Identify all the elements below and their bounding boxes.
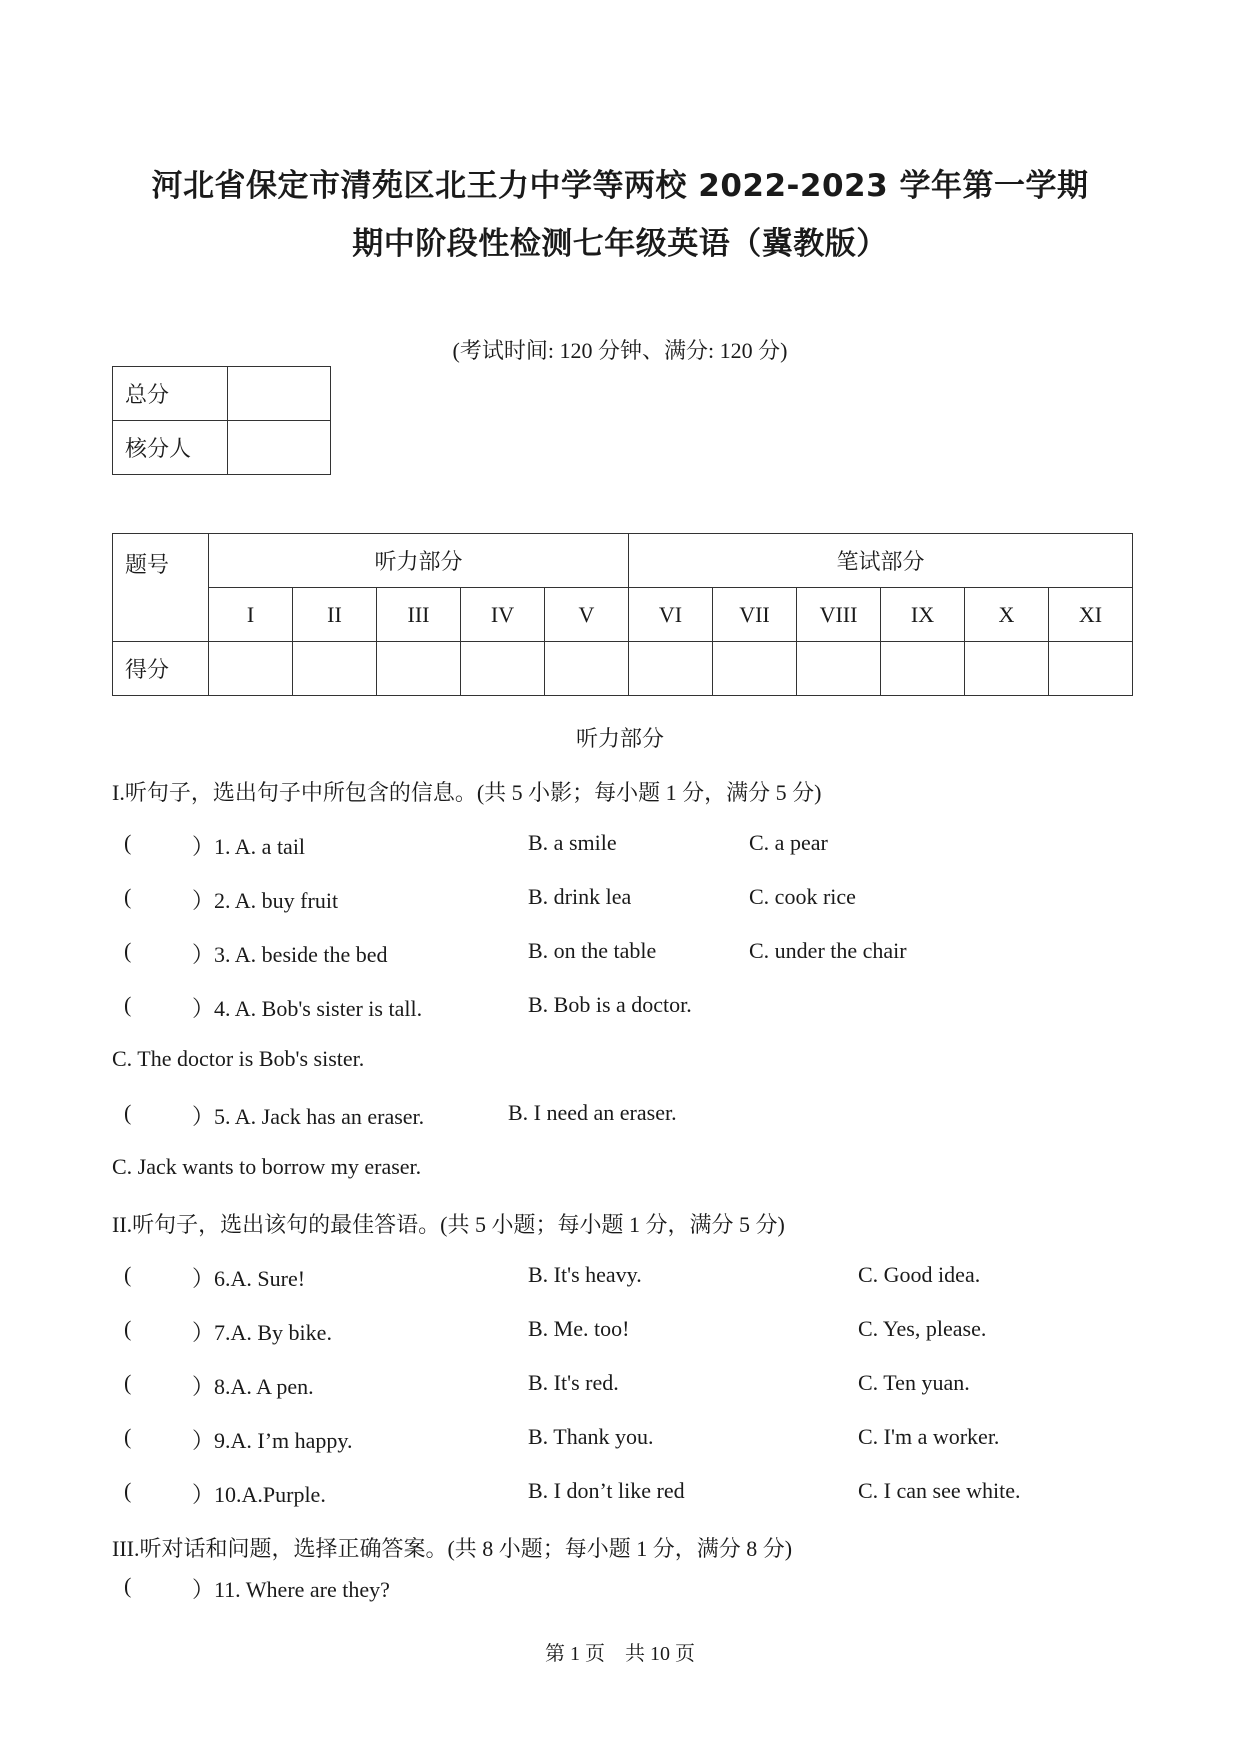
q11-question: ）11. Where are they? [192,1577,390,1602]
q9-option-b: B. Thank you. [528,1424,654,1449]
score-cell[interactable] [713,642,797,696]
q4-option-b: B. Bob is a doctor. [528,992,692,1017]
score-cell[interactable] [545,642,629,696]
column-header: IX [881,588,965,642]
q8-option-c: C. Ten yuan. [858,1370,970,1395]
section-score-grid [112,533,1133,696]
answer-paren[interactable]: ( [124,938,132,963]
answer-paren[interactable]: ( [124,1100,132,1125]
q5-option-c: C. Jack wants to borrow my eraser. [112,1154,422,1179]
column-header: III [377,588,461,642]
score-cell[interactable] [461,642,545,696]
answer-paren[interactable]: ( [124,1262,132,1287]
checker-label: 核分人 [113,421,228,475]
q10-option-b: B. I don’t like red [528,1478,685,1503]
q4-option-c: C. The doctor is Bob's sister. [112,1046,365,1071]
score-row-label: 得分 [113,642,209,696]
score-cell[interactable] [797,642,881,696]
q10-option-c: C. I can see white. [858,1478,1021,1503]
q6-option-b: B. It's heavy. [528,1262,642,1287]
q6-option-a: ）6.A. Sure! [192,1266,306,1291]
score-cell[interactable] [881,642,965,696]
q9-option-c: C. I'm a worker. [858,1424,1000,1449]
q7-option-a: ）7.A. By bike. [192,1320,332,1345]
column-header: IV [461,588,545,642]
part2-heading: II.听句子，选出该句的最佳答语。(共 5 小题；每小题 1 分，满分 5 分) [112,1212,785,1237]
page-footer: 第 1 页 共 10 页 [545,1643,695,1665]
q3-option-c: C. under the chair [749,938,907,963]
part1-heading: I.听句子，选出句子中所包含的信息。(共 5 小影；每小题 1 分，满分 5 分) [112,780,822,805]
part3-heading: III.听对话和问题，选择正确答案。(共 8 小题；每小题 1 分，满分 8 分) [112,1536,793,1561]
q8-option-b: B. It's red. [528,1370,619,1395]
column-header: X [965,588,1049,642]
exam-info: (考试时间: 120 分钟、满分: 120 分) [452,338,788,363]
column-header: V [545,588,629,642]
q7-option-b: B. Me. too! [528,1316,630,1341]
q4-option-a: ）4. A. Bob's sister is tall. [192,996,423,1021]
score-cell[interactable] [965,642,1049,696]
q2-option-b: B. drink lea [528,884,632,909]
column-header: VI [629,588,713,642]
total-score-cell[interactable] [228,367,331,421]
q5-option-b: B. I need an eraser. [508,1100,677,1125]
score-cell[interactable] [629,642,713,696]
answer-paren[interactable]: ( [124,1424,132,1449]
exam-title-line1: 河北省保定市清苑区北王力中学等两校 2022-2023 学年第一学期 [151,168,1089,204]
answer-paren[interactable]: ( [124,1478,132,1503]
answer-paren[interactable]: ( [124,1370,132,1395]
answer-paren[interactable]: ( [124,830,132,855]
q1-option-c: C. a pear [749,830,828,855]
q6-option-c: C. Good idea. [858,1262,981,1287]
checker-cell[interactable] [228,421,331,475]
q8-option-a: ）8.A. A pen. [192,1374,314,1399]
column-header: VII [713,588,797,642]
score-cell[interactable] [1049,642,1133,696]
score-cell[interactable] [293,642,377,696]
column-header: XI [1049,588,1133,642]
q2-option-c: C. cook rice [749,884,856,909]
q3-option-a: ）3. A. beside the bed [192,942,388,967]
question-number-label: 题号 [113,534,209,642]
total-score-box [112,366,331,475]
q5-option-a: ）5. A. Jack has an eraser. [192,1104,425,1129]
column-header: VIII [797,588,881,642]
q3-option-b: B. on the table [528,938,657,963]
total-score-label: 总分 [113,367,228,421]
answer-paren[interactable]: ( [124,1316,132,1341]
listening-section-header: 听力部分 [209,534,629,588]
answer-paren[interactable]: ( [124,992,132,1017]
written-section-header: 笔试部分 [629,534,1133,588]
answer-paren[interactable]: ( [124,1573,132,1598]
column-header: II [293,588,377,642]
score-cell[interactable] [377,642,461,696]
q1-option-b: B. a smile [528,830,617,855]
q2-option-a: ）2. A. buy fruit [192,888,339,913]
score-cell[interactable] [209,642,293,696]
answer-paren[interactable]: ( [124,884,132,909]
column-header: I [209,588,293,642]
q1-option-a: ）1. A. a tail [192,834,306,859]
exam-title-line2: 期中阶段性检测七年级英语（冀教版） [352,226,888,262]
q9-option-a: ）9.A. I’m happy. [192,1428,353,1453]
listening-heading: 听力部分 [575,726,664,751]
q10-option-a: ）10.A.Purple. [192,1482,326,1507]
q7-option-c: C. Yes, please. [858,1316,987,1341]
